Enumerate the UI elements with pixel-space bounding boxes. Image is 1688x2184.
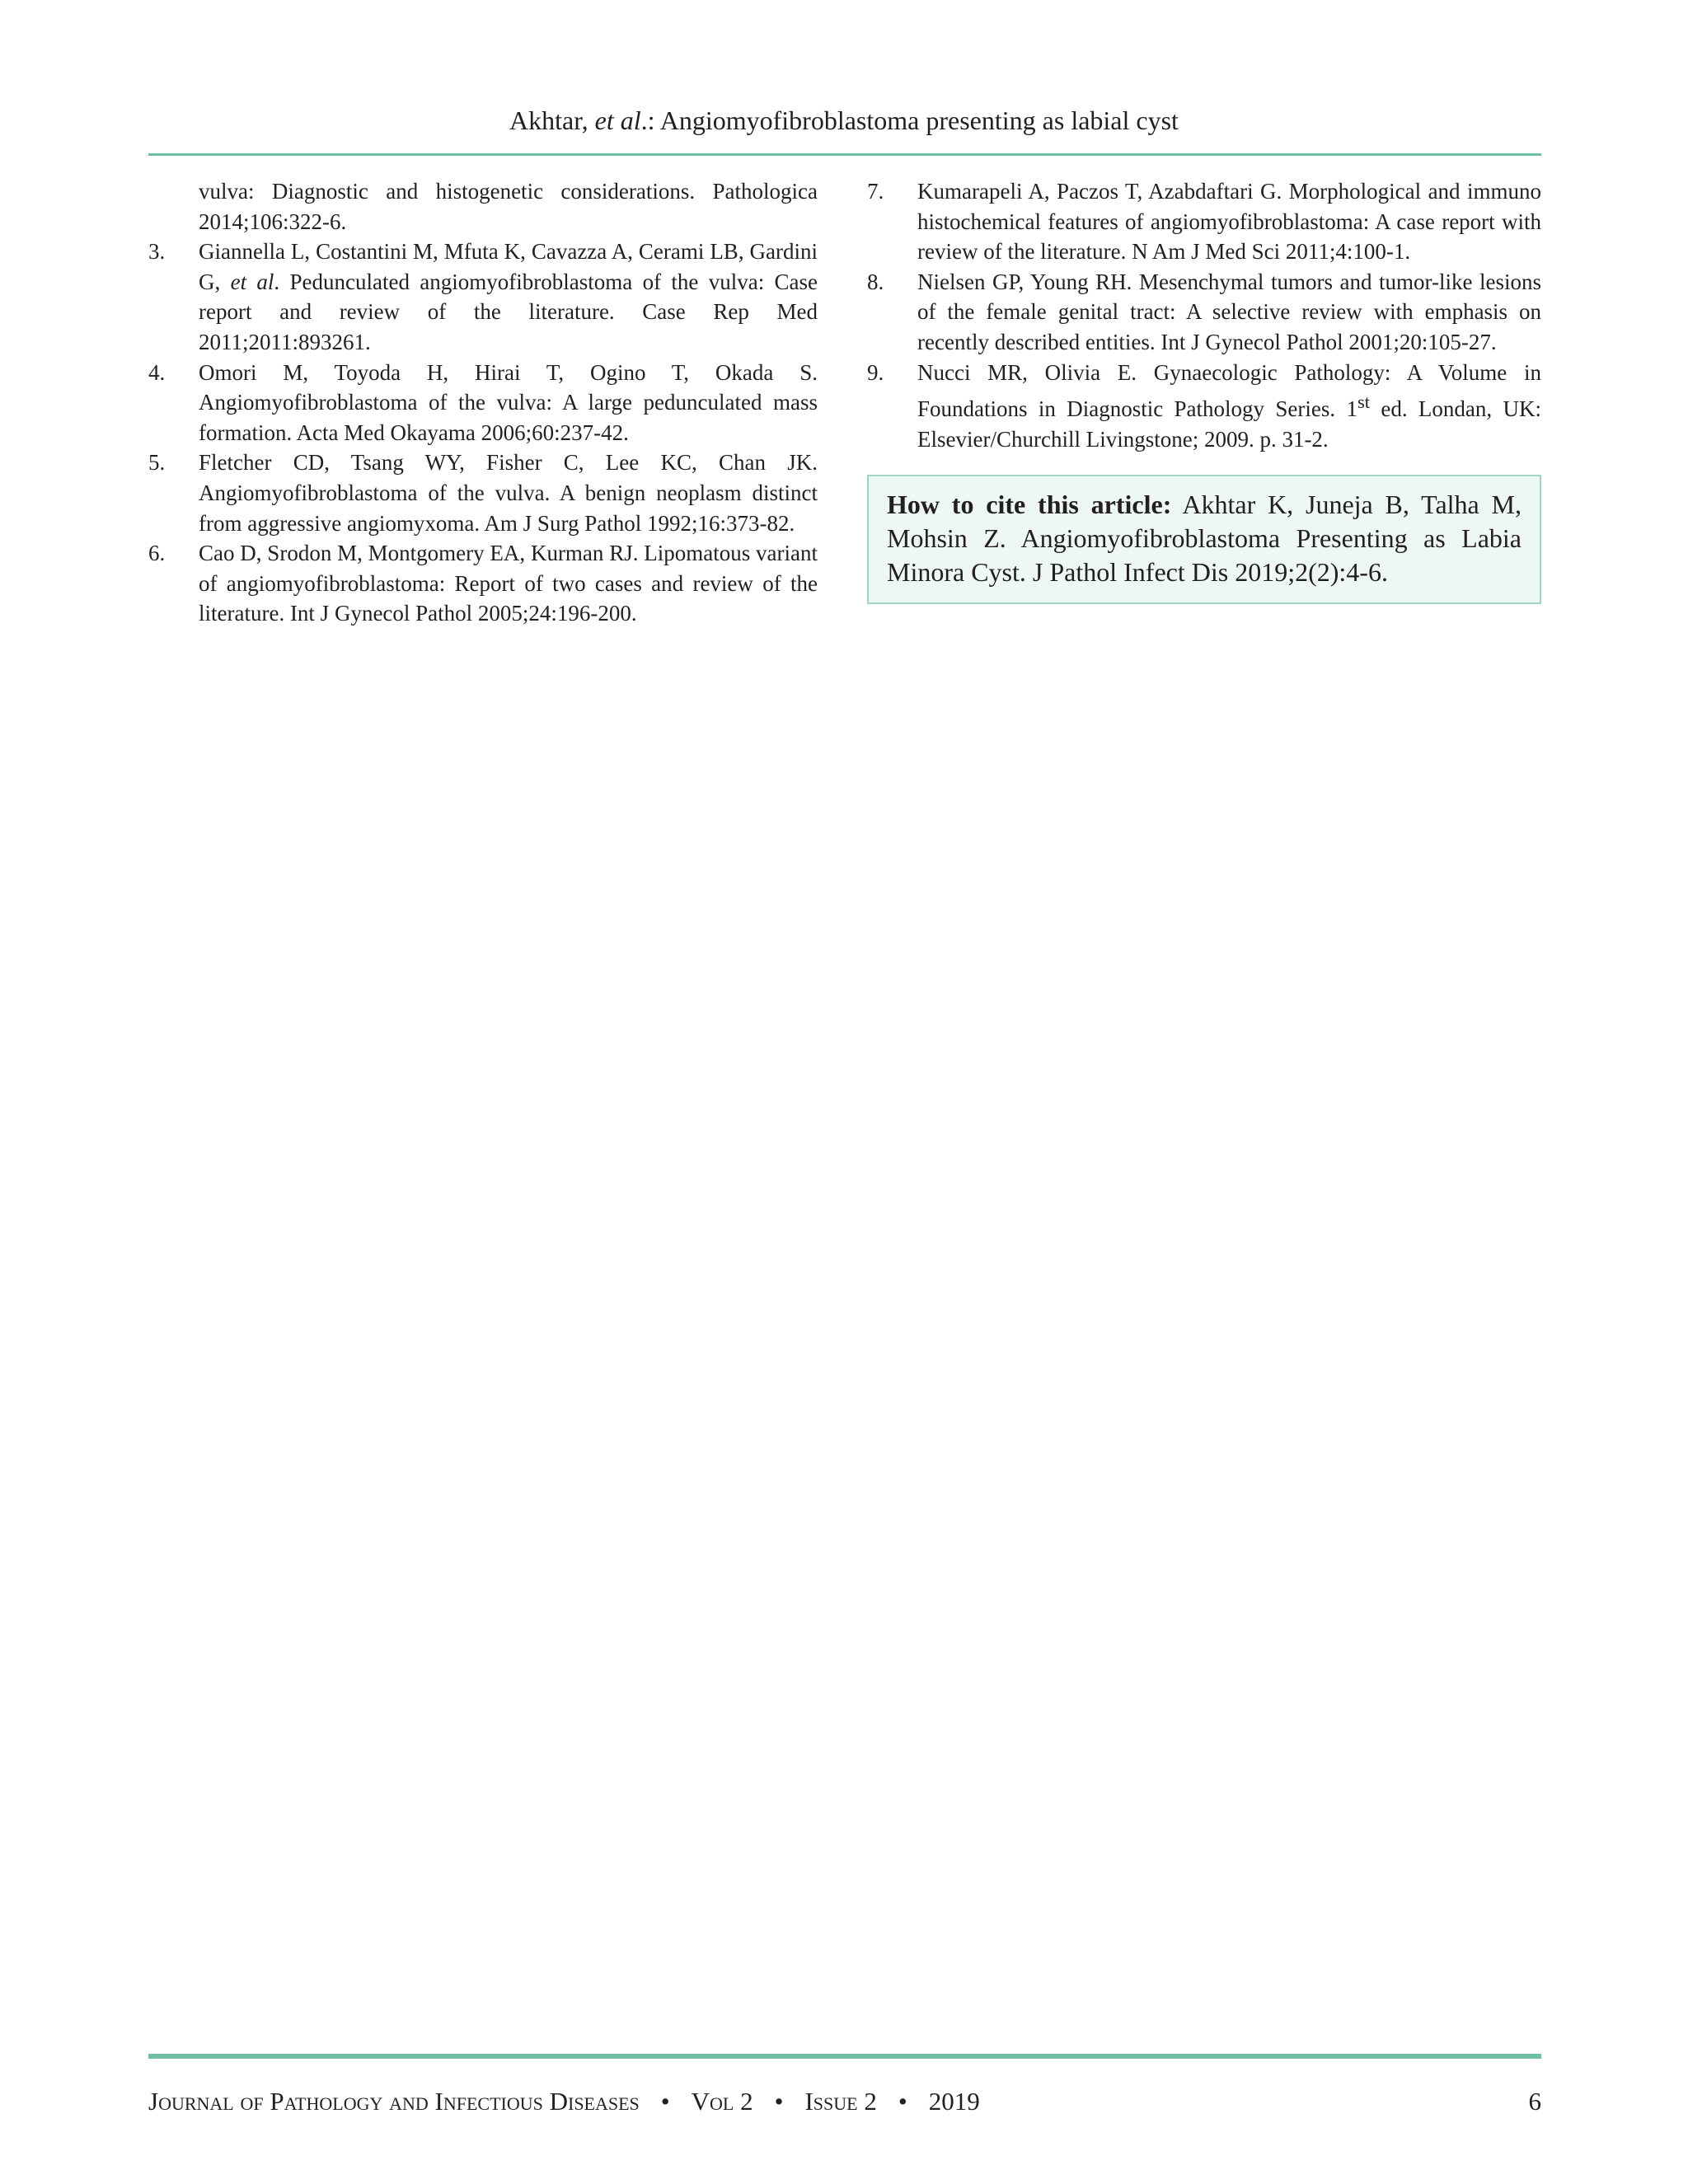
journal-name: Journal of Pathology and Infectious Diseases (148, 2087, 640, 2116)
reference-item (867, 267, 1541, 358)
citation-text: Akhtar K, Juneja B, Talha M, Mohsin Z. Angiomyofibroblastoma Presenting as Labia Minora Cyst. J Pathol Infect Dis 2019;2(2):4-6. (887, 490, 1522, 588)
reference-number: 3. (148, 239, 166, 265)
citation-box (867, 475, 1541, 604)
footer-bullet: • (774, 2087, 784, 2116)
citation-label: How to cite this article: (887, 490, 1172, 520)
reference-item (148, 358, 818, 448)
reference-text: Kumarapeli A, Paczos T, Azabdaftari G. Morphological and immuno histochemical features of angiomyofibroblastoma: A case report with review of the literature. N Am J Med Sci 2011;4:100-1. (917, 179, 1541, 265)
running-head-title: .: Angiomyofibroblastoma presenting as labial cyst (640, 105, 1179, 135)
running-head-authors: Akhtar, (509, 105, 595, 135)
reference-list-right (867, 176, 1541, 454)
reference-number: 5. (148, 450, 166, 476)
header-rule (148, 153, 1541, 156)
reference-text: Fletcher CD, Tsang WY, Fisher C, Lee KC, Chan JK. Angiomyofibroblastoma of the vulva. A benign neoplasm distinct from aggressive angiomyxoma. Am J Surg Pathol 1992;16:373-82. (199, 450, 818, 536)
reference-text: Omori M, Toyoda H, Hirai T, Ogino T, Okada S. Angiomyofibroblastoma of the vulva: A large pedunculated mass formation. Acta Med Okayama 2006;60:237-42. (199, 359, 818, 445)
references-right-column (867, 176, 1541, 604)
reference-text: Giannella L, Costantini M, Mfuta K, Cavazza A, Cerami LB, Gardini G, et al. Pedunculated angiomyofibroblastoma of the vulva: Case report and review of the literature. Case Rep Med 2011;2011:893261. (199, 239, 818, 354)
reference-text: Cao D, Srodon M, Montgomery EA, Kurman RJ. Lipomatous variant of angiomyofibroblastoma: Report of two cases and review of the literature. Int J Gynecol Pathol 2005;24:196-200. (199, 541, 818, 626)
journal-info (148, 2083, 980, 2120)
journal-volume: Vol 2 (691, 2087, 753, 2116)
references-left-column (148, 176, 818, 629)
running-head-etal: et al (594, 105, 641, 135)
journal-year: 2019 (928, 2087, 980, 2116)
page-footer (148, 2083, 1541, 2120)
footer-bullet: • (898, 2087, 907, 2116)
reference-number: 7. (867, 179, 884, 204)
reference-number: 4. (148, 359, 166, 385)
page-number: 6 (1528, 2087, 1541, 2116)
journal-issue: Issue 2 (804, 2087, 877, 2116)
footer-bullet: • (660, 2087, 670, 2116)
reference-item (148, 538, 818, 629)
reference-item (867, 358, 1541, 455)
reference-number: 6. (148, 541, 166, 566)
reference-number: 8. (867, 269, 884, 294)
reference-item (867, 176, 1541, 267)
reference-text: Nielsen GP, Young RH. Mesenchymal tumors and tumor-like lesions of the female genital tract: A selective review with emphasis on recently described entities. Int J Gynecol Pathol 2001;20:105-27. (917, 269, 1541, 354)
reference-number: 9. (867, 359, 884, 385)
reference-item (148, 448, 818, 538)
reference-item (148, 237, 818, 357)
reference-item (148, 176, 818, 237)
reference-list-left (148, 176, 818, 629)
footer-rule (148, 2054, 1541, 2059)
running-head (0, 104, 1688, 137)
reference-text: vulva: Diagnostic and histogenetic considerations. Pathologica 2014;106:322-6. (199, 179, 818, 234)
reference-text: Nucci MR, Olivia E. Gynaecologic Pathology: A Volume in Foundations in Diagnostic Pathology Series. 1st ed. Londan, UK: Elsevier/Churchill Livingstone; 2009. p. 31-2. (917, 359, 1541, 452)
